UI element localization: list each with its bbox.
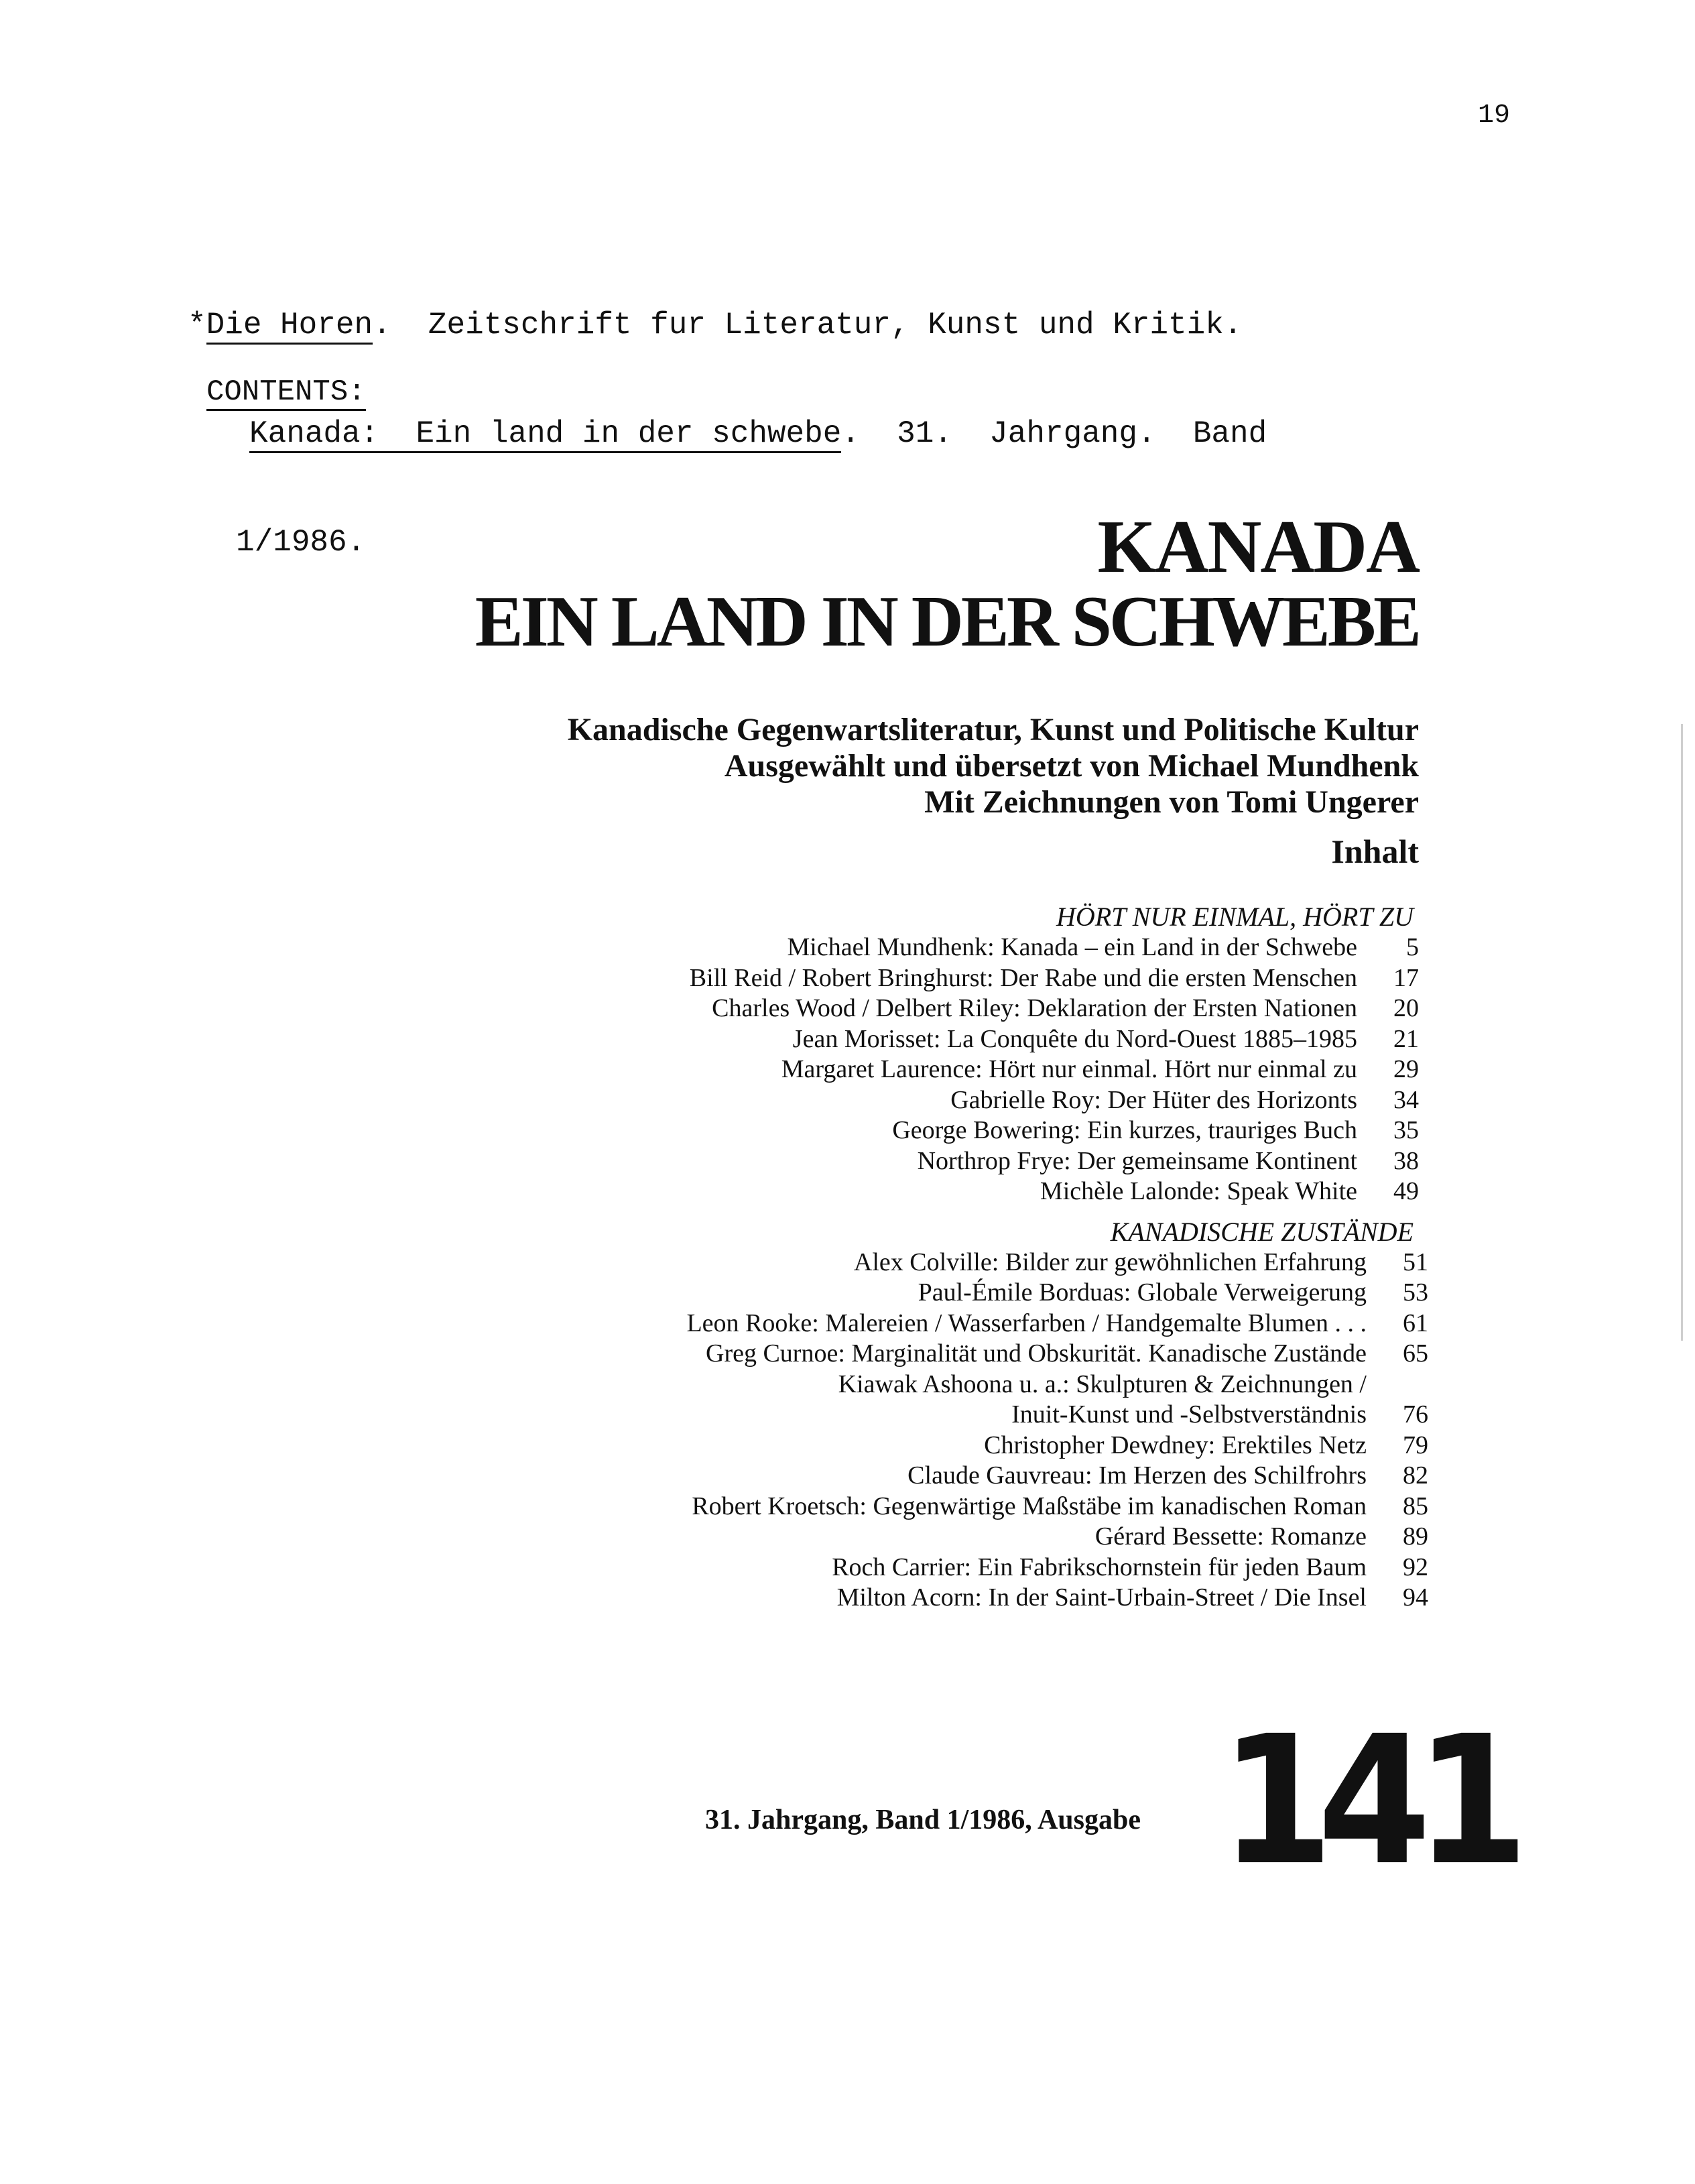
toc-entry-title: Greg Curnoe: Marginalität und Obskurität. Kanadische Zustände <box>706 1339 1367 1368</box>
toc-entry <box>0 1176 1695 1207</box>
toc-entry-title: Gabrielle Roy: Der Hüter des Horizonts <box>950 1085 1357 1114</box>
toc-entry-title: Claude Gauvreau: Im Herzen des Schilfrohrs <box>907 1461 1367 1490</box>
toc-entry-title: Kiawak Ashoona u. a.: Skulpturen & Zeichnungen / <box>838 1370 1367 1398</box>
toc-entry-page: 20 <box>1393 994 1419 1022</box>
toc-entry <box>0 1492 1695 1522</box>
toc-entry <box>0 1248 1695 1278</box>
toc-entry-title: Bill Reid / Robert Bringhurst: Der Rabe und die ersten Menschen <box>689 963 1357 992</box>
citation-journal-title: Die Horen <box>206 308 373 345</box>
toc-entry-title: Alex Colville: Bilder zur gewöhnlichen Erfahrung <box>853 1248 1367 1276</box>
toc-entry-page: 53 <box>1403 1278 1428 1307</box>
toc-entry-page: 89 <box>1403 1522 1428 1551</box>
toc-entry-title: Roch Carrier: Ein Fabrikschornstein für jeden Baum <box>832 1553 1367 1581</box>
toc-entry-page: 51 <box>1403 1248 1428 1276</box>
toc-entry <box>0 1339 1695 1370</box>
section-entries <box>0 1248 1695 1614</box>
toc-entry-page: 61 <box>1403 1309 1428 1337</box>
section-heading: KANADISCHE ZUSTÄNDE <box>1110 1216 1414 1247</box>
toc-entry <box>0 932 1695 963</box>
edition-line: 31. Jahrgang, Band 1/1986, Ausgabe <box>705 1805 1141 1835</box>
contents-label <box>206 374 366 410</box>
toc-entry <box>0 963 1695 994</box>
toc-entry <box>0 1054 1695 1085</box>
issue-number: 141 <box>1220 1698 1513 1904</box>
citation-journal-subtitle: . Zeitschrift fur Literatur, Kunst und Kritik. <box>373 308 1243 343</box>
toc-entry-title: Robert Kroetsch: Gegenwärtige Maßstäbe im kanadischen Roman <box>692 1492 1367 1520</box>
toc-entry-page: 35 <box>1393 1116 1419 1144</box>
toc-entry-page <box>1367 1370 1695 1400</box>
title-block <box>475 505 1419 821</box>
subtitle-1: Kanadische Gegenwartsliteratur, Kunst und Politische Kultur <box>567 712 1419 747</box>
page-number: 19 <box>1478 101 1511 131</box>
subtitle-2: Ausgewählt und übersetzt von Michael Mundhenk <box>724 748 1419 784</box>
citation-issue-title: Kanada: Ein land in der schwebe <box>249 416 841 453</box>
toc-entry-page: 21 <box>1393 1024 1419 1053</box>
title-line-2: EIN LAND IN DER SCHWEBE <box>475 582 1419 662</box>
toc-entry <box>0 1553 1695 1583</box>
toc-entry-title: Gérard Bessette: Romanze <box>1094 1522 1367 1551</box>
title-line-1: KANADA <box>1097 505 1419 589</box>
table-of-contents <box>0 902 1695 1614</box>
toc-entry <box>0 1085 1695 1116</box>
toc-entry <box>0 1024 1695 1055</box>
contents-label-text: CONTENTS: <box>206 375 366 411</box>
toc-entry <box>0 1278 1695 1309</box>
toc-entry-title: Paul-Émile Borduas: Globale Verweigerung <box>918 1278 1367 1307</box>
toc-entry <box>0 1370 1695 1400</box>
toc-entry-page: 65 <box>1403 1339 1428 1368</box>
toc-entry <box>0 1115 1695 1146</box>
toc-entry-title: Michèle Lalonde: Speak White <box>1040 1177 1357 1205</box>
toc-entry-title: Inuit-Kunst und -Selbstverständnis <box>1011 1400 1367 1429</box>
toc-entry <box>0 1583 1695 1614</box>
toc-entry-title: Christopher Dewdney: Erektiles Netz <box>984 1431 1367 1459</box>
section-heading: HÖRT NUR EINMAL, HÖRT ZU <box>1056 902 1414 932</box>
toc-entry-title: Michael Mundhenk: Kanada – ein Land in der Schwebe <box>787 933 1357 961</box>
citation-star: * <box>188 308 206 343</box>
toc-entry-title: Jean Morisset: La Conquête du Nord-Ouest 1885–1985 <box>792 1024 1357 1053</box>
toc-entry-page: 5 <box>1406 933 1419 961</box>
toc-entry-page: 38 <box>1393 1146 1419 1175</box>
toc-entry <box>0 1461 1695 1492</box>
toc-entry-page: 17 <box>1393 963 1419 992</box>
toc-entry-title: Charles Wood / Delbert Riley: Deklaration der Ersten Nationen <box>712 994 1357 1022</box>
scan-edge-line <box>1681 724 1683 1341</box>
toc-entry-title: Leon Rooke: Malereien / Wasserfarben / Handgemalte Blumen . . . <box>686 1309 1367 1337</box>
section-entries <box>0 932 1695 1207</box>
toc-entry-page: 79 <box>1403 1431 1428 1459</box>
toc-entry-page: 76 <box>1403 1400 1428 1429</box>
toc-entry-title: Northrop Frye: Der gemeinsame Kontinent <box>917 1146 1357 1175</box>
toc-entry-page: 92 <box>1403 1553 1428 1581</box>
citation-year: 1/1986. <box>236 525 366 560</box>
toc-entry-page: 49 <box>1393 1177 1419 1205</box>
toc-entry-page: 29 <box>1393 1055 1419 1083</box>
toc-entry <box>0 1400 1695 1431</box>
toc-entry <box>0 1431 1695 1461</box>
toc-entry-title: Margaret Laurence: Hört nur einmal. Hört nur einmal zu <box>781 1055 1357 1083</box>
toc-entry <box>0 993 1695 1024</box>
toc-entry <box>0 1522 1695 1553</box>
inhalt-heading: Inhalt <box>1331 833 1419 870</box>
toc-entry-page: 85 <box>1403 1492 1428 1520</box>
toc-entry <box>0 1309 1695 1339</box>
subtitle-3: Mit Zeichnungen von Tomi Ungerer <box>924 784 1419 820</box>
toc-entry-title: Milton Acorn: In der Saint-Urbain-Street / Die Insel <box>836 1583 1367 1612</box>
toc-entry-title: George Bowering: Ein kurzes, trauriges Buch <box>892 1116 1357 1144</box>
toc-entry <box>0 1146 1695 1177</box>
citation-volume: . 31. Jahrgang. Band <box>841 416 1267 451</box>
toc-entry-page: 34 <box>1393 1085 1419 1114</box>
toc-entry-page: 82 <box>1403 1461 1428 1490</box>
toc-entry-page: 94 <box>1403 1583 1428 1612</box>
